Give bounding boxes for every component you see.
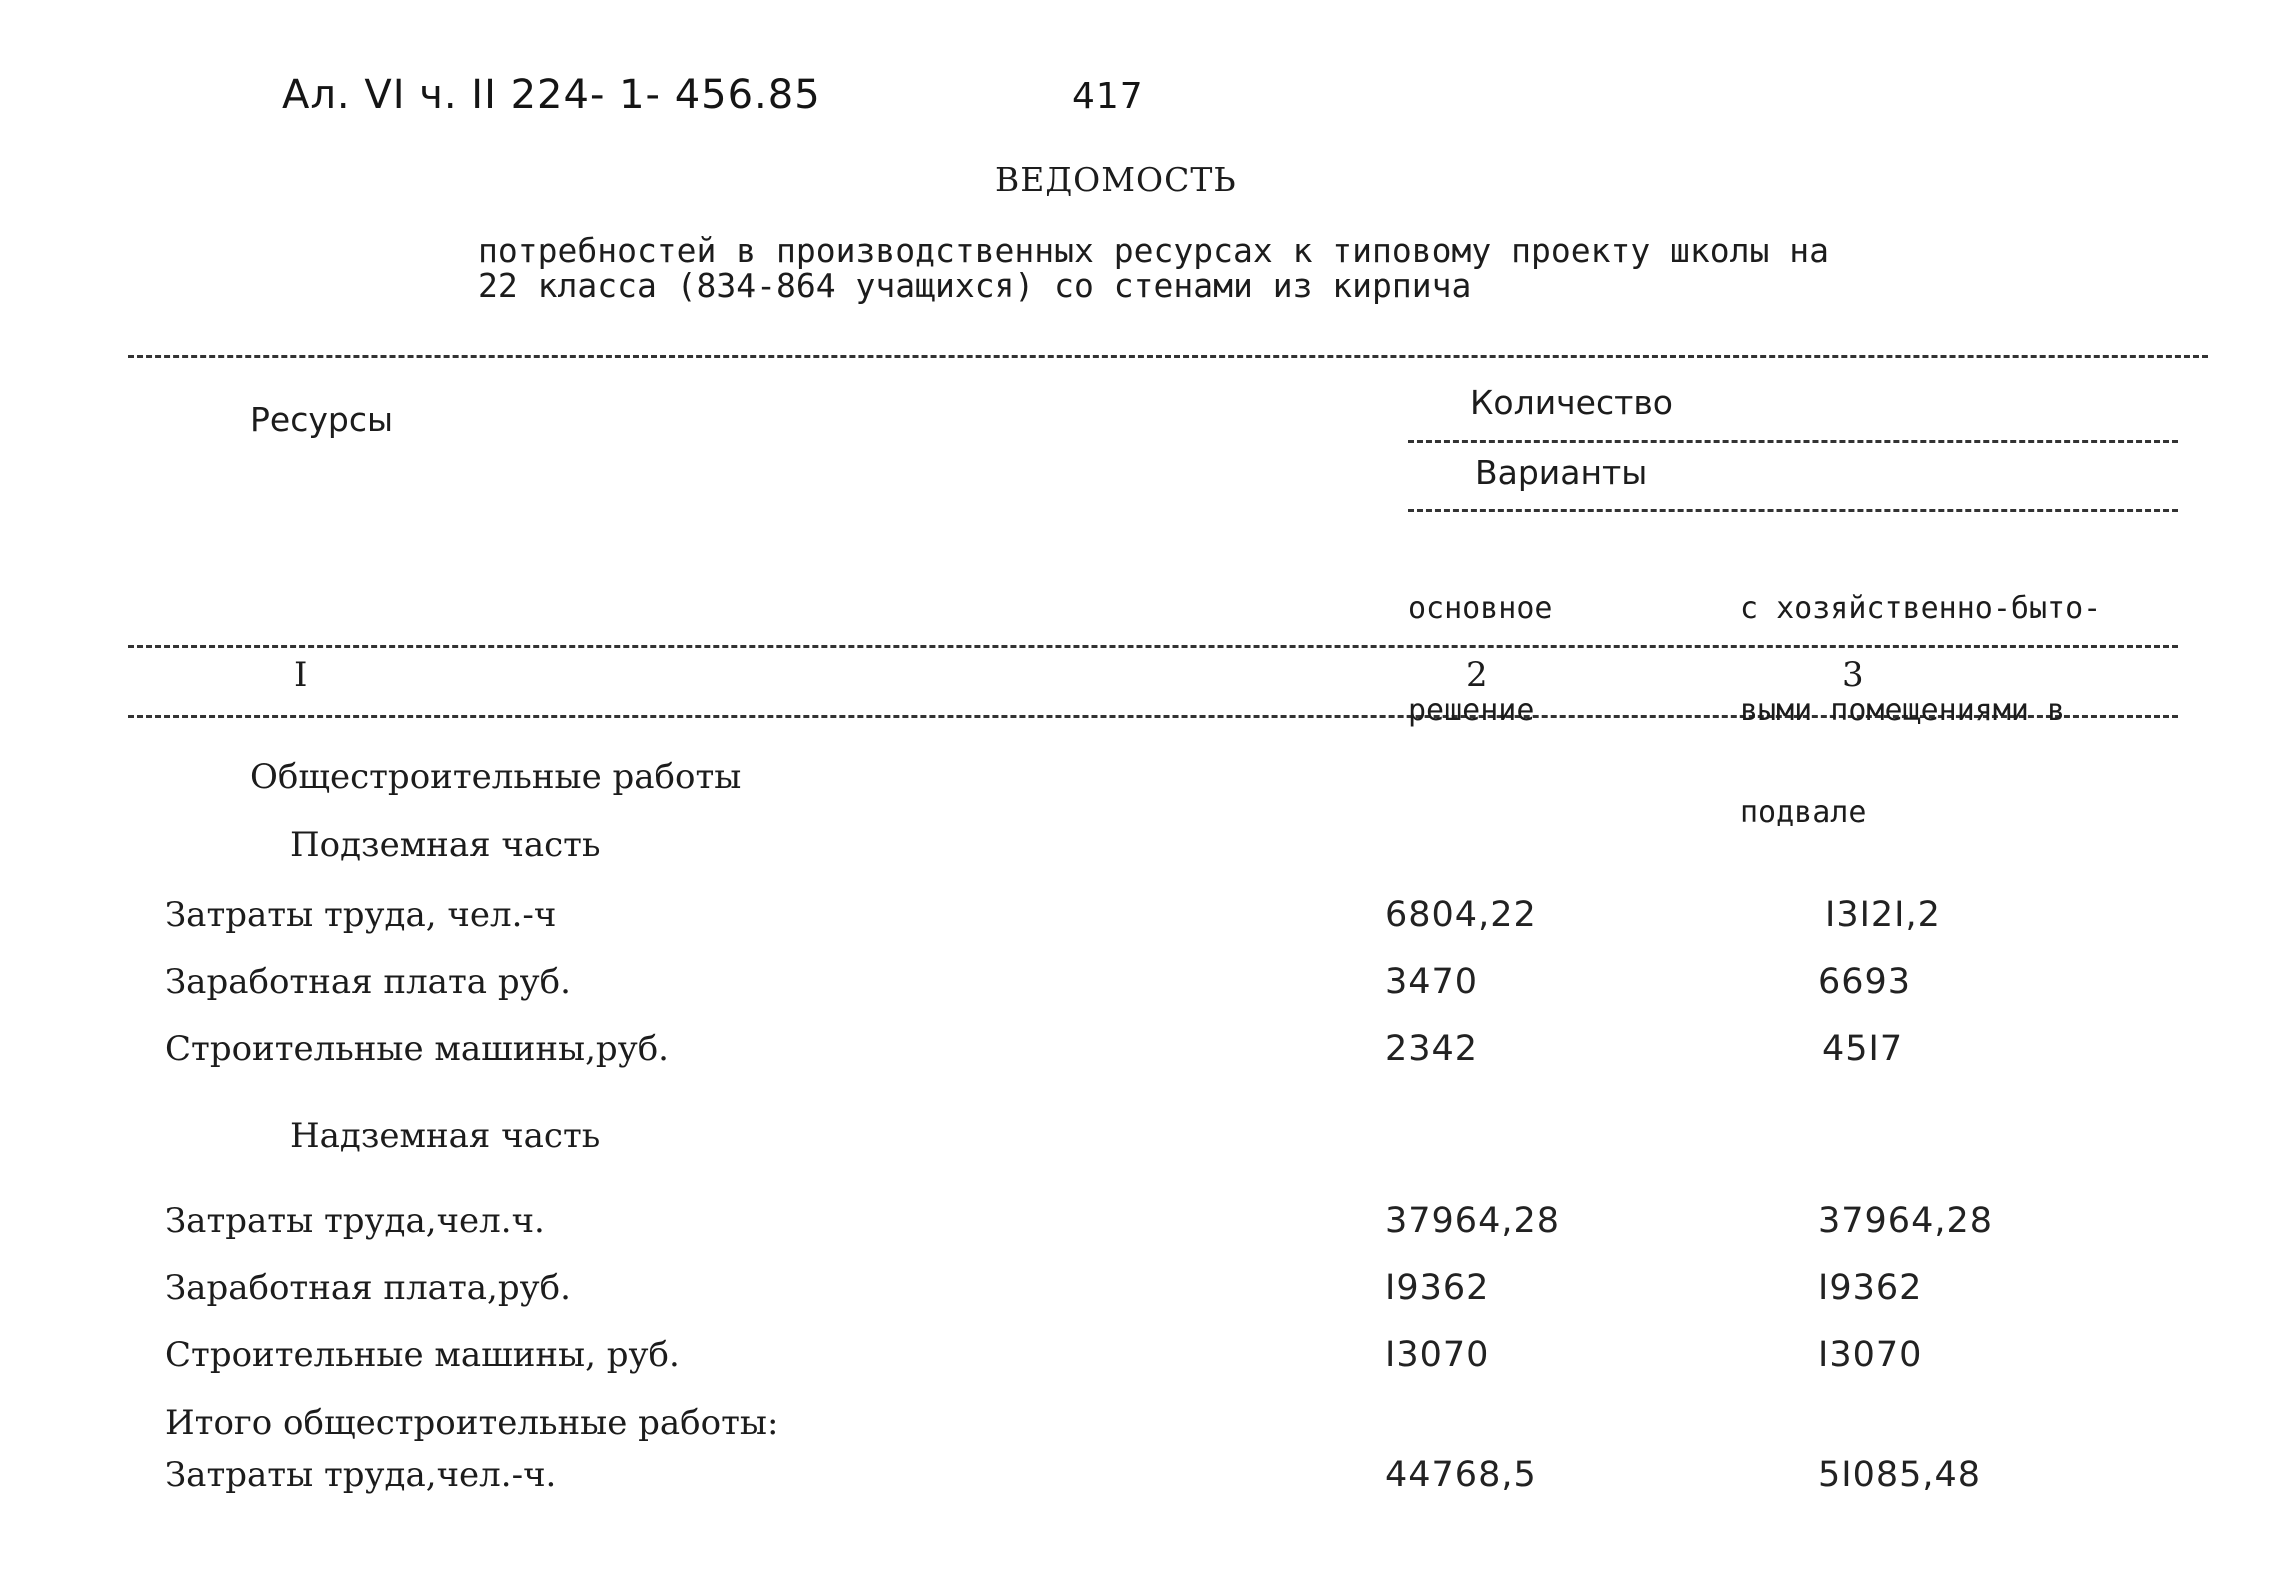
row-value-main: 3470 [1385, 962, 1479, 1002]
header-variant-basement [1740, 524, 2101, 864]
header-variant-main [1408, 524, 1553, 762]
row-value-main: 37964,28 [1385, 1201, 1561, 1241]
document-code: Ал. VI ч. II 224- 1- 456.85 [282, 72, 821, 118]
row-label: Строительные машины, руб. [165, 1335, 680, 1375]
variant-basement-line-1: с хозяйственно-быто- [1740, 591, 2102, 626]
row-value-basement: I9362 [1818, 1268, 1923, 1308]
header-variants: Варианты [1475, 453, 1648, 492]
total-title: Итого общестроительные работы: [165, 1403, 779, 1443]
row-value-main: I3070 [1385, 1335, 1490, 1375]
subtitle-line-2: 22 класса (834-864 учащихся) со стенами из кирпича [478, 266, 1472, 305]
total-row-value-main: 44768,5 [1385, 1455, 1537, 1495]
document-title: ВЕДОМОСТЬ [995, 160, 1237, 199]
column-number-3: 3 [1842, 655, 1864, 695]
row-value-basement: I3I2I,2 [1825, 895, 1941, 935]
variant-main-line-2: решение [1408, 693, 1535, 728]
row-label: Затраты труда, чел.-ч [165, 895, 557, 935]
row-label: Затраты труда,чел.ч. [165, 1201, 545, 1241]
table-top-rule [128, 355, 2208, 358]
quantity-rule [1408, 440, 2178, 443]
row-label: Заработная плата,руб. [165, 1268, 571, 1308]
variant-main-line-1: основное [1408, 591, 1553, 626]
section-title: Общестроительные работы [250, 757, 742, 797]
page-number: 417 [1072, 76, 1144, 117]
column-number-2: 2 [1466, 655, 1488, 695]
variant-basement-line-2: выми помещениями в [1740, 693, 2066, 728]
column-number-1: I [294, 655, 308, 695]
subtitle-line-1: потребностей в производственных ресурсах к типовому проекту школы на [478, 231, 1830, 270]
row-value-main: I9362 [1385, 1268, 1490, 1308]
variant-basement-line-3: подвале [1740, 795, 1867, 830]
subsection-title-underground: Подземная часть [290, 825, 601, 865]
row-value-main: 2342 [1385, 1029, 1479, 1069]
variants-rule [1408, 509, 2178, 512]
subsection-title-aboveground: Надземная часть [290, 1116, 601, 1156]
row-value-basement: 6693 [1818, 962, 1912, 1002]
row-value-basement: 37964,28 [1818, 1201, 1994, 1241]
row-label: Заработная плата руб. [165, 962, 571, 1002]
row-value-basement: I3070 [1818, 1335, 1923, 1375]
total-row-label: Затраты труда,чел.-ч. [165, 1455, 557, 1495]
total-row-value-basement: 5I085,48 [1818, 1455, 1982, 1495]
header-quantity: Количество [1470, 383, 1673, 422]
header-resources: Ресурсы [250, 400, 394, 439]
row-value-main: 6804,22 [1385, 895, 1537, 935]
row-value-basement: 45I7 [1822, 1029, 1904, 1069]
row-label: Строительные машины,руб. [165, 1029, 669, 1069]
